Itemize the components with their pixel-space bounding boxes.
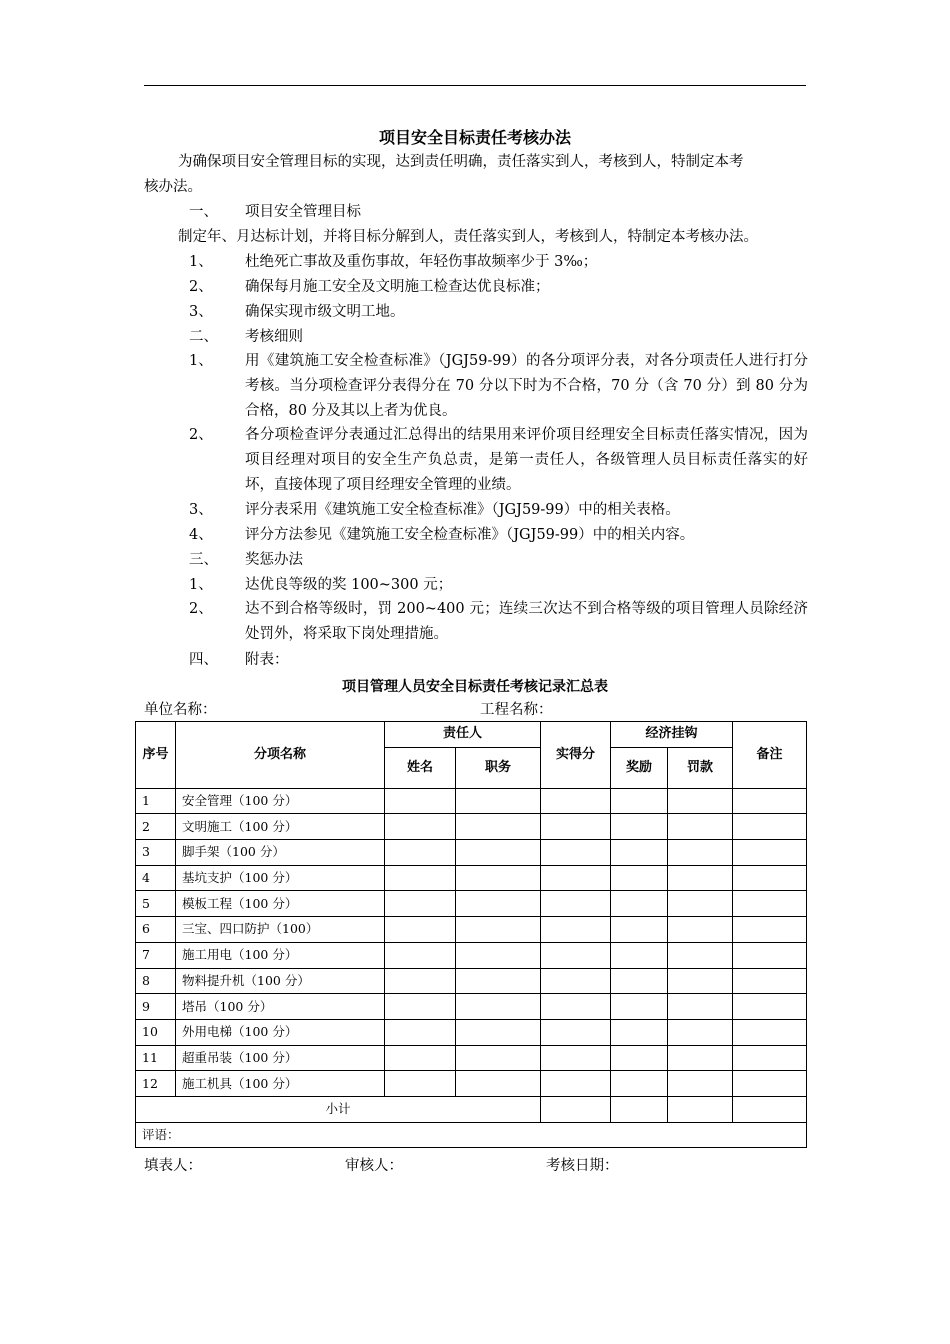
cell-post[interactable]	[456, 942, 541, 968]
row-number: 7	[136, 942, 176, 968]
row-item: 超重吊装（100 分）	[176, 1045, 385, 1071]
cell-reward[interactable]	[611, 1045, 668, 1071]
row-number: 1	[136, 788, 176, 814]
cell-post[interactable]	[456, 788, 541, 814]
cell-post[interactable]	[456, 891, 541, 917]
cell-name[interactable]	[385, 865, 456, 891]
subtotal-score[interactable]	[541, 1096, 611, 1122]
cell-penalty[interactable]	[668, 814, 733, 840]
row-item: 物料提升机（100 分）	[176, 968, 385, 994]
comment-field[interactable]: 评语：	[136, 1122, 807, 1148]
cell-remark[interactable]	[733, 814, 807, 840]
cell-reward[interactable]	[611, 814, 668, 840]
row-number: 12	[136, 1071, 176, 1097]
cell-score[interactable]	[541, 968, 611, 994]
header-reward: 奖励	[611, 747, 668, 788]
header-item-name: 分项名称	[176, 722, 385, 789]
cell-score[interactable]	[541, 788, 611, 814]
cell-post[interactable]	[456, 917, 541, 943]
header-name: 姓名	[385, 747, 456, 788]
unit-name-label: 单位名称：	[144, 702, 217, 718]
cell-reward[interactable]	[611, 994, 668, 1020]
cell-name[interactable]	[385, 891, 456, 917]
cell-penalty[interactable]	[668, 968, 733, 994]
cell-reward[interactable]	[611, 942, 668, 968]
rule-text: 用《建筑施工安全检查标准》（JGJ59-99）的各分项评分表，对各分项责任人进行打分考核。当分项检查评分表得分在 70 分以下时为不合格，70 分（含 70 分）到 80 分为合格，80 分及其以上者为优良。	[245, 353, 808, 419]
cell-score[interactable]	[541, 891, 611, 917]
rule-number: 1、	[189, 353, 213, 369]
cell-name[interactable]	[385, 1071, 456, 1097]
row-item: 塔吊（100 分）	[176, 994, 385, 1020]
row-item: 模板工程（100 分）	[176, 891, 385, 917]
reward-text: 达优良等级的奖 100~300 元；	[245, 577, 453, 593]
table-row	[136, 968, 807, 994]
cell-name[interactable]	[385, 1019, 456, 1045]
table-row	[136, 840, 807, 866]
cell-penalty[interactable]	[668, 942, 733, 968]
row-item: 施工用电（100 分）	[176, 942, 385, 968]
comment-row	[136, 1122, 807, 1148]
cell-penalty[interactable]	[668, 891, 733, 917]
cell-reward[interactable]	[611, 1071, 668, 1097]
cell-name[interactable]	[385, 994, 456, 1020]
cell-remark[interactable]	[733, 1019, 807, 1045]
cell-reward[interactable]	[611, 968, 668, 994]
cell-name[interactable]	[385, 968, 456, 994]
cell-score[interactable]	[541, 917, 611, 943]
subtotal-penalty[interactable]	[668, 1096, 733, 1122]
intro-line-2: 核办法。	[144, 179, 202, 195]
subtotal-remark[interactable]	[733, 1096, 807, 1122]
cell-name[interactable]	[385, 1045, 456, 1071]
cell-post[interactable]	[456, 840, 541, 866]
header-economic: 经济挂钩	[611, 722, 733, 748]
cell-name[interactable]	[385, 814, 456, 840]
header-remark: 备注	[733, 722, 807, 789]
cell-remark[interactable]	[733, 1071, 807, 1097]
row-number: 10	[136, 1019, 176, 1045]
summary-table	[135, 721, 807, 1148]
table-row	[136, 917, 807, 943]
cell-score[interactable]	[541, 942, 611, 968]
cell-penalty[interactable]	[668, 1019, 733, 1045]
cell-remark[interactable]	[733, 840, 807, 866]
table-row	[136, 1071, 807, 1097]
cell-name[interactable]	[385, 840, 456, 866]
cell-score[interactable]	[541, 994, 611, 1020]
project-name-label: 工程名称：	[480, 702, 553, 718]
row-number: 6	[136, 917, 176, 943]
target-number: 2、	[189, 279, 213, 295]
header-score: 实得分	[541, 722, 611, 789]
cell-reward[interactable]	[611, 891, 668, 917]
section-3-number: 三、	[189, 552, 218, 568]
rule-number: 2、	[189, 427, 213, 443]
section-1-heading: 项目安全管理目标	[245, 204, 361, 220]
section-1-text: 制定年、月达标计划，并将目标分解到人，责任落实到人，考核到人，特制定本考核办法。	[178, 229, 758, 245]
target-text: 杜绝死亡事故及重伤事故，年轻伤事故频率少于 3‰；	[245, 254, 598, 270]
reviewer-label: 审核人：	[345, 1158, 403, 1174]
cell-remark[interactable]	[733, 968, 807, 994]
cell-reward[interactable]	[611, 840, 668, 866]
cell-score[interactable]	[541, 1019, 611, 1045]
rule-text: 评分表采用《建筑施工安全检查标准》（JGJ59-99）中的相关表格。	[245, 502, 680, 518]
table-row	[136, 865, 807, 891]
header-no: 序号	[136, 722, 176, 789]
cell-remark[interactable]	[733, 891, 807, 917]
target-number: 3、	[189, 304, 213, 320]
table-row	[136, 942, 807, 968]
cell-name[interactable]	[385, 942, 456, 968]
cell-score[interactable]	[541, 1071, 611, 1097]
cell-penalty[interactable]	[668, 994, 733, 1020]
cell-penalty[interactable]	[668, 865, 733, 891]
row-item: 施工机具（100 分）	[176, 1071, 385, 1097]
header-rule	[144, 85, 806, 86]
table-row	[136, 1045, 807, 1071]
rule-text: 评分方法参见《建筑施工安全检查标准》（JGJ59-99）中的相关内容。	[245, 527, 695, 543]
table-row	[136, 891, 807, 917]
row-number: 2	[136, 814, 176, 840]
cell-post[interactable]	[456, 865, 541, 891]
header-post: 职务	[456, 747, 541, 788]
section-1-number: 一、	[189, 204, 218, 220]
reward-number: 2、	[189, 601, 213, 617]
section-4-heading: 附表：	[245, 652, 289, 668]
cell-score[interactable]	[541, 840, 611, 866]
rule-number: 4、	[189, 527, 213, 543]
row-number: 8	[136, 968, 176, 994]
row-item: 三宝、四口防护（100）	[176, 917, 385, 943]
cell-name[interactable]	[385, 917, 456, 943]
cell-reward[interactable]	[611, 788, 668, 814]
row-item: 外用电梯（100 分）	[176, 1019, 385, 1045]
cell-post[interactable]	[456, 1071, 541, 1097]
subtotal-label: 小计	[136, 1096, 541, 1122]
row-number: 4	[136, 865, 176, 891]
row-number: 11	[136, 1045, 176, 1071]
cell-remark[interactable]	[733, 1045, 807, 1071]
subtotal-reward[interactable]	[611, 1096, 668, 1122]
target-text: 确保每月施工安全及文明施工检查达优良标准；	[245, 279, 550, 295]
cell-post[interactable]	[456, 814, 541, 840]
section-2-number: 二、	[189, 329, 218, 345]
cell-post[interactable]	[456, 1045, 541, 1071]
filler-label: 填表人：	[144, 1158, 202, 1174]
row-item: 安全管理（100 分）	[176, 788, 385, 814]
cell-remark[interactable]	[733, 865, 807, 891]
cell-reward[interactable]	[611, 917, 668, 943]
rule-number: 3、	[189, 502, 213, 518]
table-row	[136, 814, 807, 840]
cell-post[interactable]	[456, 968, 541, 994]
row-item: 文明施工（100 分）	[176, 814, 385, 840]
cell-remark[interactable]	[733, 942, 807, 968]
header-responsible: 责任人	[385, 722, 541, 748]
reward-text: 达不到合格等级时，罚 200~400 元；连续三次达不到合格等级的项目管理人员除经济处罚外，将采取下岗处理措施。	[245, 601, 808, 642]
cell-score[interactable]	[541, 865, 611, 891]
cell-reward[interactable]	[611, 1019, 668, 1045]
cell-penalty[interactable]	[668, 1071, 733, 1097]
cell-penalty[interactable]	[668, 788, 733, 814]
row-number: 9	[136, 994, 176, 1020]
table-row	[136, 994, 807, 1020]
subtotal-row	[136, 1096, 807, 1122]
header-penalty: 罚款	[668, 747, 733, 788]
cell-penalty[interactable]	[668, 1045, 733, 1071]
cell-post[interactable]	[456, 994, 541, 1020]
cell-score[interactable]	[541, 1045, 611, 1071]
cell-reward[interactable]	[611, 865, 668, 891]
target-number: 1、	[189, 254, 213, 270]
row-number: 5	[136, 891, 176, 917]
row-item: 基坑支护（100 分）	[176, 865, 385, 891]
row-number: 3	[136, 840, 176, 866]
table-title: 项目管理人员安全目标责任考核记录汇总表	[342, 679, 608, 695]
section-4-number: 四、	[189, 652, 218, 668]
reward-number: 1、	[189, 577, 213, 593]
document-title: 项目安全目标责任考核办法	[378, 128, 571, 147]
cell-penalty[interactable]	[668, 840, 733, 866]
cell-remark[interactable]	[733, 788, 807, 814]
cell-penalty[interactable]	[668, 917, 733, 943]
cell-score[interactable]	[541, 814, 611, 840]
row-item: 脚手架（100 分）	[176, 840, 385, 866]
target-text: 确保实现市级文明工地。	[245, 304, 405, 320]
section-3-heading: 奖惩办法	[245, 552, 303, 568]
cell-name[interactable]	[385, 788, 456, 814]
cell-post[interactable]	[456, 1019, 541, 1045]
cell-remark[interactable]	[733, 917, 807, 943]
cell-remark[interactable]	[733, 994, 807, 1020]
rule-text: 各分项检查评分表通过汇总得出的结果用来评价项目经理安全目标责任落实情况，因为项目经理对项目的安全生产负总责，是第一责任人，各级管理人员目标责任落实的好坏，直接体现了项目经理安全管理的业绩。	[245, 427, 808, 493]
intro-line-1: 为确保项目安全管理目标的实现，达到责任明确，责任落实到人，考核到人，特制定本考	[178, 154, 744, 170]
review-date-label: 考核日期：	[546, 1158, 619, 1174]
table-row	[136, 788, 807, 814]
table-row	[136, 1019, 807, 1045]
section-2-heading: 考核细则	[245, 329, 303, 345]
